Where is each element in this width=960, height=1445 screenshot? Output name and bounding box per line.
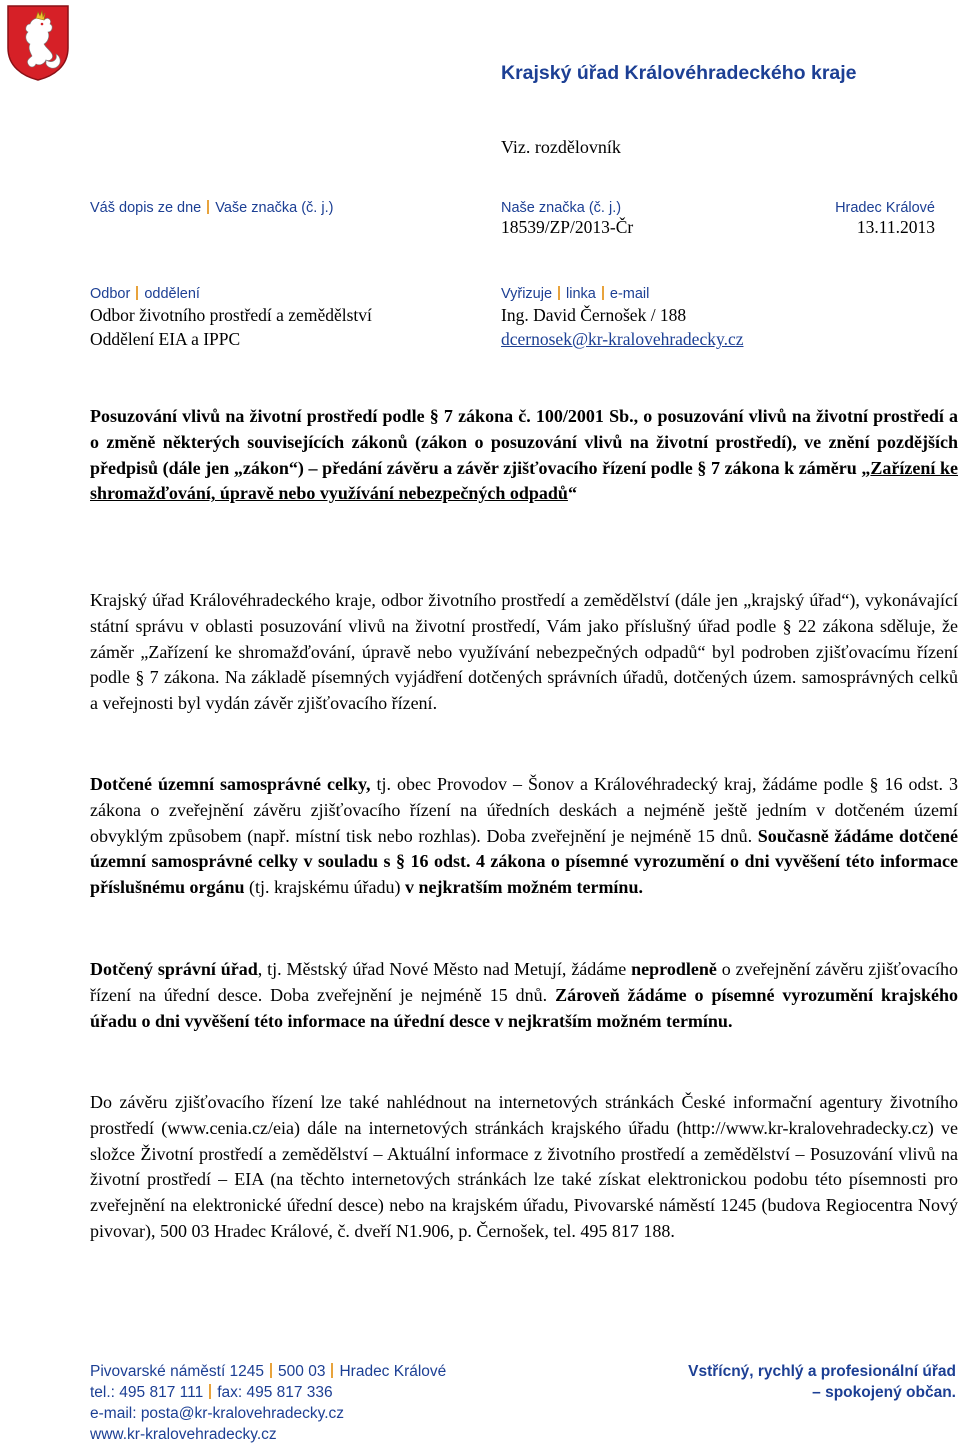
subject-text: Posuzování vlivů na životní prostředí podle: [90, 406, 430, 426]
footer-zip: 500 03: [278, 1363, 326, 1380]
footer-street: Pivovarské náměstí 1245: [90, 1363, 265, 1380]
paragraph-intro: [90, 588, 958, 717]
footer-fax: fax: 495 817 336: [217, 1384, 333, 1401]
paragraph-municipalities: [90, 772, 958, 901]
slogan-line: Vstřícný, rychlý a profesionální úřad: [688, 1363, 956, 1380]
footer-city: Hradec Králové: [339, 1363, 447, 1380]
separator: [558, 286, 560, 300]
recipient: Viz. rozdělovník: [501, 137, 621, 157]
paragraph-access: [90, 1090, 958, 1245]
para-text: Do závěru zjišťovacího řízení lze také nahlédnout na internetových stránkách České informační agentury životního prostředí (www.cenia.cz/eia) dále na internetových stránkách krajského úřadu (http://www.kr-kralovehradecky.cz) ve složce Životní prostředí a zemědělství – Aktuální informace z životního prostředí a zemědělství – Posuzování vlivů na životní prostředí – EIA (na těchto internetových stránkách lze také získat elektronickou podobu této písemnosti pro zveřejnění na elektronické úřední desce) nebo na krajském úřadu, Pivovarské náměstí 1245 (budova Regiocentra Nový pivovar), 500 03 Hradec Králové, č. dveří N1.906, p. Černošek, tel. 495 817 188.: [90, 1092, 958, 1241]
para-text: Krajský úřad Královéhradeckého kraje, odbor životního prostředí a zemědělství (dále jen „krajský úřad“), vykonávající státní správu v oblasti posuzování vlivů na životní prostředí, Vám jako příslušný úřad podle: [90, 590, 958, 636]
separator: [209, 1384, 211, 1399]
separator: [136, 286, 138, 300]
footer-phone: tel.: 495 817 111: [90, 1384, 204, 1401]
para-bold: v nejkratším možném termínu.: [405, 877, 643, 898]
separator: [331, 1363, 333, 1378]
email-label: e-mail: [609, 286, 650, 302]
subject: [90, 404, 958, 507]
our-ref-label: Naše značka (č. j.): [501, 200, 622, 216]
our-ref-value: 18539/ZP/2013-Čr: [501, 217, 634, 237]
subject-text: 7 zákona č. 100/2001 Sb., o posuzování vlivů na životní prostředí a o změně některých souvisejících zákonů (zákon o posuzování vlivů na životní prostředí), ve znění pozdějších předpisů (dále jen „zákon“) – předání závěru a závěr zjišťovacího řízení podle: [90, 406, 958, 478]
para-text: (tj. krajskému úřadu): [244, 877, 405, 898]
section-sign: §: [782, 615, 792, 636]
para-bold: Zároveň žádáme o písemné vyrozumění krajského úřadu o dni vyvěšení této informace na úřední desce v nejkratším možném termínu.: [90, 984, 958, 1031]
para-bold: 16 odst. 4 zákona o písemné vyrozumění o dni vyvěšení této informace příslušnému orgánu: [90, 851, 958, 898]
line-label: linka: [566, 286, 596, 302]
paragraph-authority: [90, 957, 958, 1034]
place-label: Hradec Králové: [835, 200, 935, 216]
footer-email: e-mail: posta@kr-kralovehradecky.cz: [90, 1405, 345, 1422]
separator: [270, 1363, 272, 1378]
subject-text: 7 zákona k záměru „: [706, 457, 871, 478]
para-text: 7 zákona. Na základě písemných vyjádření dotčených správních úřadů, dotčených územ. samosprávných celků a veřejnosti byl vydán závěr zjišťovacího řízení.: [90, 667, 958, 714]
slogan-line: – spokojený občan.: [812, 1384, 956, 1401]
separator: [602, 286, 604, 300]
footer-slogan: [688, 1361, 956, 1403]
para-text: 16 odst. 3 zákona o zveřejnění závěru zjišťovacího řízení na úředních deskách a nejméně ještě jedním v dotčeném území obvyklým způsobem (např. místní tisk nebo rozhlas). Doba zveřejnění je nejméně 15 dnů.: [90, 774, 959, 846]
para-bold: Dotčený správní úřad: [90, 959, 258, 979]
dept-line1: Odbor životního prostředí a zemědělství: [90, 305, 372, 325]
section-sign: §: [429, 406, 439, 426]
dept-label: Odbor: [90, 286, 131, 302]
handler-label: Vyřizuje: [501, 286, 553, 302]
para-text: o zveřejnění závěru zjišťovacího řízení na úřední desce. Doba zveřejnění je nejméně 15 dnů.: [90, 959, 958, 1005]
project-name: Zařízení ke shromažďování, úpravě nebo využívání nebezpečných odpadů: [90, 457, 958, 504]
footer-address: [90, 1361, 446, 1445]
contact-email-link[interactable]: dcernosek@kr-kralovehradecky.cz: [501, 329, 744, 349]
dept-labels: [90, 286, 200, 302]
section-sign: §: [395, 851, 405, 872]
section-sign: §: [869, 774, 879, 794]
your-letter-date-label: Váš dopis ze dne: [90, 200, 202, 216]
section-sign: §: [135, 667, 145, 688]
footer-web: www.kr-kralovehradecky.cz: [90, 1426, 277, 1443]
para-bold: neprodleně: [631, 959, 717, 979]
contact-name: Ing. David Černošek / 188: [501, 305, 687, 325]
unit-label: oddělení: [144, 286, 200, 302]
org-title: Krajský úřad Královéhradeckého kraje: [501, 62, 857, 84]
your-ref-label: Vaše značka (č. j.): [215, 200, 334, 216]
dept-line2: Oddělení EIA a IPPC: [90, 329, 241, 349]
contact-labels: [501, 286, 649, 302]
section-sign: §: [697, 457, 707, 478]
your-letter-labels: [90, 200, 333, 216]
subject-text: “: [567, 483, 577, 504]
separator: [207, 200, 209, 214]
date-value: 13.11.2013: [856, 217, 935, 237]
czech-lion-emblem-icon: [6, 4, 70, 82]
para-bold: Dotčené územní samosprávné celky,: [90, 774, 371, 794]
para-text: , tj. Městský úřad Nové Město nad Metují, žádáme: [257, 959, 632, 979]
para-text: 22 zákona sděluje, že záměr „Zařízení ke shromažďování, úpravě nebo využívání nebezpečných odpadů“ byl podroben zjišťovacímu řízení podle: [90, 615, 958, 688]
para-bold: Současně žádáme dotčené územní samosprávné celky v souladu s: [90, 825, 959, 872]
para-text: tj. obec Provodov – Šonov a Královéhradecký kraj, žádáme podle: [370, 774, 870, 794]
